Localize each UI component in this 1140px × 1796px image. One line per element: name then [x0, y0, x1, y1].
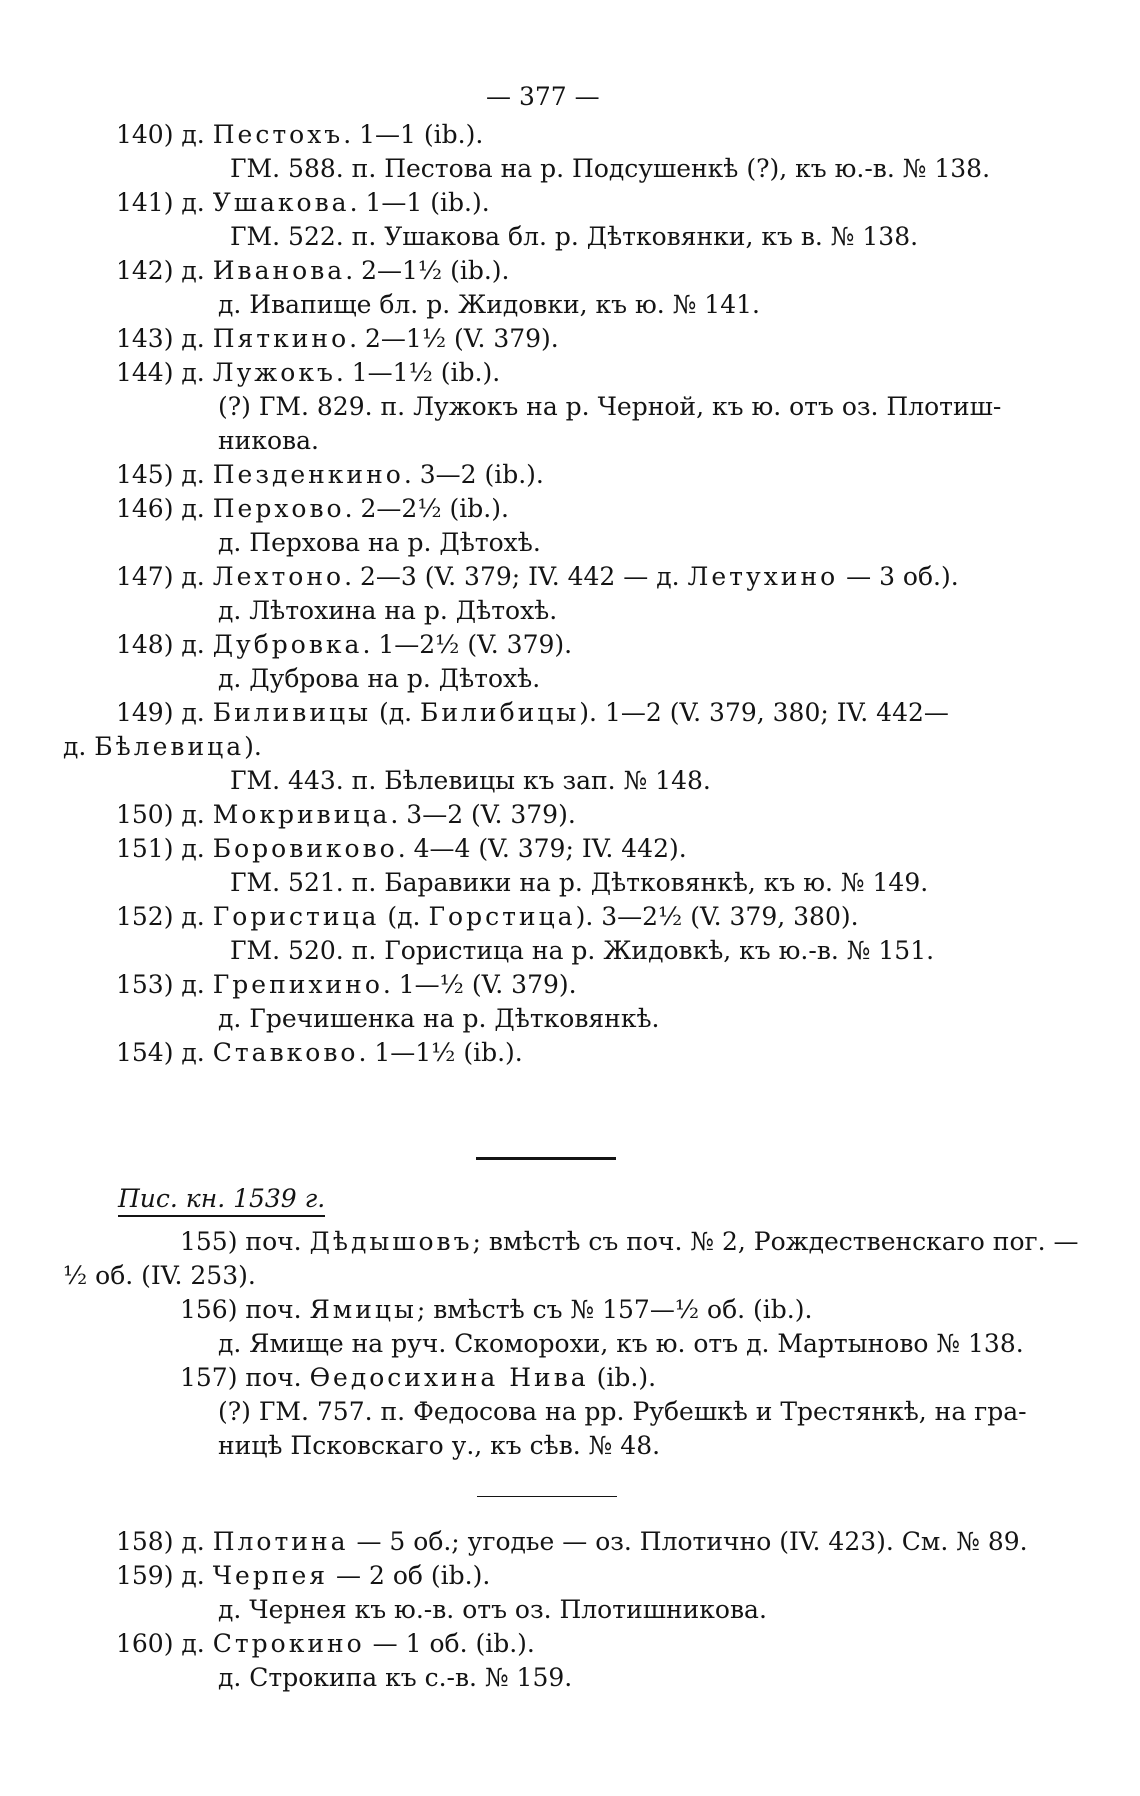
entry-147: [116, 560, 959, 594]
entry-157-name: Ѳедосихина Нива: [309, 1363, 589, 1392]
entry-157-detail: (ib.).: [588, 1363, 657, 1392]
entry-146-prefix: 146) д.: [116, 494, 213, 523]
entry-146-note: д. Перхова на р. Дѣтохѣ.: [218, 528, 541, 557]
entry-153-note: д. Гречишенка на р. Дѣтковянкѣ.: [218, 1004, 660, 1033]
entry-153: [116, 968, 577, 1002]
entry-149-paren-open: (д.: [371, 698, 421, 727]
entry-152: [116, 900, 859, 934]
section-heading: Пис. кн. 1539 г.: [118, 1183, 325, 1217]
section-divider-thin: [477, 1496, 617, 1497]
entry-155-prefix: 155) поч.: [180, 1227, 310, 1256]
entry-160: [116, 1627, 535, 1661]
entry-156-note: д. Ямище на руч. Скоморохи, къ ю. отъ д. Мартыново № 138.: [218, 1329, 1024, 1358]
page-number: — 377 —: [486, 82, 600, 111]
entry-149-cont-end: ).: [244, 732, 262, 761]
entry-149-alt-name-2: Бѣлевица: [94, 732, 245, 761]
entry-151-detail: . 4—4 (V. 379; IV. 442).: [397, 834, 687, 863]
entry-159-detail: — 2 об (ib.).: [328, 1561, 491, 1590]
entry-146-detail: . 2—2½ (ib.).: [344, 494, 509, 523]
entry-157-prefix: 157) поч.: [180, 1363, 310, 1392]
entry-158-prefix: 158) д.: [116, 1527, 213, 1556]
entry-150: [116, 798, 576, 832]
entry-145-name: Пезденкино: [212, 460, 404, 489]
entry-153-prefix: 153) д.: [116, 970, 213, 999]
entry-154: [116, 1036, 523, 1070]
entry-157-note-cont: ницѣ Псковскаго у., къ сѣв. № 48.: [218, 1431, 661, 1460]
entry-147-name: Лехтоно: [212, 562, 345, 591]
entry-159-note: д. Чернея къ ю.-в. отъ оз. Плотишникова.: [218, 1595, 767, 1624]
entry-146-name: Перхово: [212, 494, 345, 523]
entry-142-prefix: 142) д.: [116, 256, 213, 285]
entry-158-detail: — 5 об.; угодье — оз. Плотично (IV. 423). См. № 89.: [348, 1527, 1028, 1556]
entry-141-detail: . 1—1 (ib.).: [349, 188, 490, 217]
entry-149-detail: ). 1—2 (V. 379, 380; IV. 442—: [579, 698, 949, 727]
entry-141: [116, 186, 490, 220]
entry-151-note: ГМ. 521. п. Баравики на р. Дѣтковянкѣ, къ ю. № 149.: [230, 868, 929, 897]
entry-158-name: Плотина: [212, 1527, 349, 1556]
entry-141-name: Ушакова: [212, 188, 350, 217]
entry-149-prefix: 149) д.: [116, 698, 213, 727]
entry-154-detail: . 1—1½ (ib.).: [358, 1038, 523, 1067]
entry-152-detail: ). 3—2½ (V. 379, 380).: [575, 902, 859, 931]
entry-152-alt-name: Горстица: [428, 902, 576, 931]
entry-148-name: Дубровка: [212, 630, 363, 659]
entry-160-name: Строкино: [212, 1629, 365, 1658]
entry-148-prefix: 148) д.: [116, 630, 213, 659]
entry-149: [116, 696, 949, 730]
entry-151-prefix: 151) д.: [116, 834, 213, 863]
entry-149-cont-prefix: д.: [63, 732, 95, 761]
entry-155-cont: ½ об. (IV. 253).: [63, 1261, 256, 1290]
entry-153-name: Грепихино: [212, 970, 383, 999]
entry-140-note: ГМ. 588. п. Пестова на р. Подсушенкѣ (?), къ ю.-в. № 138.: [230, 154, 991, 183]
entry-143: [116, 322, 559, 356]
entry-144-name: Лужокъ: [212, 358, 336, 387]
entry-150-name: Мокривица: [212, 800, 391, 829]
entry-160-detail: — 1 об. (ib.).: [364, 1629, 535, 1658]
entry-154-name: Ставково: [212, 1038, 359, 1067]
entry-149-name: Биливицы: [212, 698, 372, 727]
entry-151: [116, 832, 687, 866]
entry-155: [180, 1225, 1079, 1259]
entry-143-name: Пяткино: [212, 324, 350, 353]
entry-148-note: д. Дуброва на р. Дѣтохѣ.: [218, 664, 541, 693]
entry-142: [116, 254, 510, 288]
entry-140: [116, 118, 483, 152]
entry-145-detail: . 3—2 (ib.).: [403, 460, 544, 489]
entry-160-note: д. Строкипа къ с.-в. № 159.: [218, 1663, 573, 1692]
entry-156-detail: ; вмѣстѣ съ № 157—½ об. (ib.).: [416, 1295, 813, 1324]
entry-152-prefix: 152) д.: [116, 902, 213, 931]
entry-158: [116, 1525, 1028, 1559]
entry-156-prefix: 156) поч.: [180, 1295, 310, 1324]
entry-147-detail-end: — 3 об.).: [838, 562, 959, 591]
entry-149-cont: [63, 730, 262, 764]
entry-153-detail: . 1—½ (V. 379).: [382, 970, 577, 999]
entry-147-detail: . 2—3 (V. 379; IV. 442 — д.: [344, 562, 688, 591]
entry-142-name: Иванова: [212, 256, 346, 285]
entry-157-note: (?) ГМ. 757. п. Федосова на рр. Рубешкѣ и Трестянкѣ, на гра-: [218, 1397, 1027, 1426]
entry-141-prefix: 141) д.: [116, 188, 213, 217]
entry-144: [116, 356, 500, 390]
entry-150-detail: . 3—2 (V. 379).: [390, 800, 576, 829]
entry-147-prefix: 147) д.: [116, 562, 213, 591]
entry-152-note: ГМ. 520. п. Гористица на р. Жидовкѣ, къ ю.-в. № 151.: [230, 936, 935, 965]
entry-155-detail: ; вмѣстѣ съ поч. № 2, Рождественскаго пог. —: [472, 1227, 1079, 1256]
section-divider: [476, 1157, 616, 1160]
entry-151-name: Боровиково: [212, 834, 398, 863]
entry-157: [180, 1361, 656, 1395]
entry-145: [116, 458, 544, 492]
entry-140-name: Пестохъ: [212, 120, 344, 149]
entry-156-name: Ямицы: [309, 1295, 417, 1324]
entry-144-prefix: 144) д.: [116, 358, 213, 387]
entry-148-detail: . 1—2½ (V. 379).: [362, 630, 573, 659]
entry-149-note: ГМ. 443. п. Бѣлевицы къ зап. № 148.: [230, 766, 711, 795]
entry-142-note: д. Ивапище бл. р. Жидовки, къ ю. № 141.: [218, 290, 760, 319]
entry-144-detail: . 1—1½ (ib.).: [335, 358, 501, 387]
entry-143-prefix: 143) д.: [116, 324, 213, 353]
entry-140-prefix: 140) д.: [116, 120, 213, 149]
entry-159-prefix: 159) д.: [116, 1561, 213, 1590]
entry-140-detail: . 1—1 (ib.).: [343, 120, 484, 149]
entry-154-prefix: 154) д.: [116, 1038, 213, 1067]
entry-143-detail: . 2—1½ (V. 379).: [349, 324, 559, 353]
entry-145-prefix: 145) д.: [116, 460, 213, 489]
entry-152-name: Гористица: [212, 902, 380, 931]
entry-150-prefix: 150) д.: [116, 800, 213, 829]
entry-147-note: д. Лѣтохина на р. Дѣтохѣ.: [218, 596, 558, 625]
entry-142-detail: . 2—1½ (ib.).: [345, 256, 510, 285]
entry-144-note-cont: никова.: [218, 426, 319, 455]
entry-144-note: (?) ГМ. 829. п. Лужокъ на р. Черной, къ ю. отъ оз. Плотиш-: [218, 392, 1002, 421]
entry-141-note: ГМ. 522. п. Ушакова бл. р. Дѣтковянки, къ в. № 138.: [230, 222, 919, 251]
entry-147-alt-name: Летухино: [687, 562, 839, 591]
entry-149-alt-name: Билибицы: [420, 698, 580, 727]
entry-148: [116, 628, 572, 662]
entry-152-paren-open: (д.: [379, 902, 429, 931]
entry-146: [116, 492, 509, 526]
entry-160-prefix: 160) д.: [116, 1629, 213, 1658]
entry-156: [180, 1293, 812, 1327]
entry-159-name: Черпея: [212, 1561, 329, 1590]
entry-155-name: Дѣдышовъ: [309, 1227, 473, 1256]
entry-159: [116, 1559, 490, 1593]
